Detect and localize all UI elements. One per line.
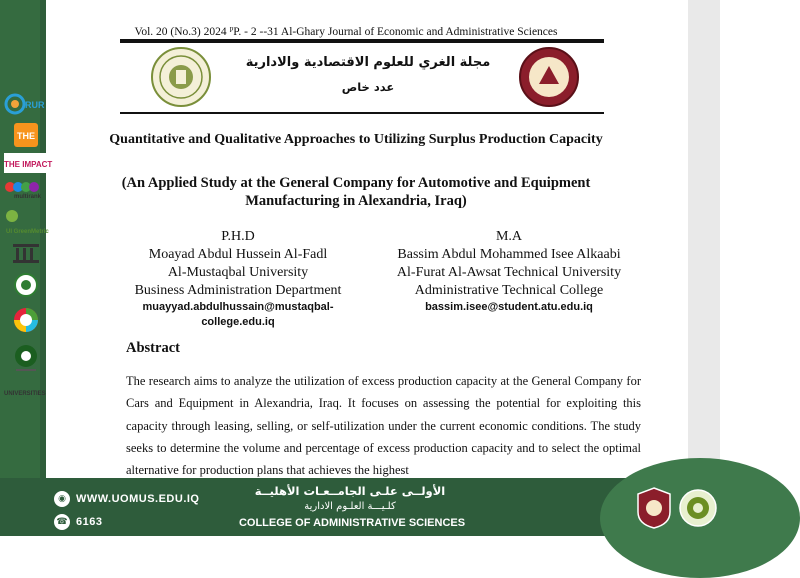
abstract-heading: Abstract <box>126 340 180 356</box>
author-second-affiliation: Al-Furat Al-Awsat Technical University <box>396 265 622 280</box>
multirank-logo <box>4 178 48 200</box>
special-issue-arabic: عدد خاص <box>341 80 395 94</box>
rur-logo <box>4 90 48 118</box>
footer-university-arabic: الأولــى علـى الجامــعـات الأهليــة <box>254 484 446 498</box>
the-impact-logo <box>4 152 53 174</box>
university-seal-left <box>150 46 212 108</box>
the-logo-text: THE <box>17 131 35 141</box>
universities-logo-text: UNIVERSITIES <box>4 391 46 397</box>
globe-icon: ◉ <box>54 491 70 507</box>
column-building-icon <box>4 240 48 266</box>
universities-logo <box>4 380 48 404</box>
author-first-affiliation: Al-Mustaqbal University <box>167 265 309 280</box>
journal-title-arabic: مجلة الغري للعلوم الاقتصادية والادارية <box>245 55 491 70</box>
author-first-email[interactable]: muayyad.abdulhussain@mustaqbal-college.edu.iq <box>142 301 334 328</box>
the-impact-logo-text: THE IMPACT <box>4 160 53 169</box>
sdg-wheel-logo <box>4 306 48 334</box>
abstract-body: The research aims to analyze the utilization of excess production capacity at the General Company for Cars and Equipment in Alexandria, Iraq. It focuses on assessing the potential for exploiting this capacity through leasing, selling, or self-utilization under the current economic conditions. The study seeks to determine the volume and percentage of excess production capacity and to select the optimal alternative for production plans that achieves the highest <box>126 374 641 478</box>
author-first-degree: P.H.D <box>221 229 255 244</box>
running-head: Vol. 20 (No.3) 2024 ᴾP. - 2 --31 Al-Ghary Journal of Economic and Administrative Sciences <box>134 26 558 38</box>
author-second-department: Administrative Technical College <box>414 283 604 298</box>
multirank-logo-text: multirank <box>14 194 42 200</box>
greenmetric-logo <box>4 206 48 236</box>
author-first-name: Moayad Abdul Hussein Al-Fadl <box>148 247 328 262</box>
university-seal-icon <box>678 486 718 530</box>
footer-phone: 6163 <box>76 516 103 528</box>
iraq-council-logo <box>4 342 48 374</box>
iraq-accreditation-logo <box>4 272 48 298</box>
college-seal-icon <box>634 486 674 530</box>
footer-college-english: COLLEGE OF ADMINISTRATIVE SCIENCES <box>238 517 466 529</box>
author-second-email[interactable]: bassim.isee@student.atu.edu.iq <box>425 301 593 313</box>
phone-icon: ☎ <box>54 514 70 530</box>
author-second-degree: M.A <box>495 229 523 244</box>
the-logo <box>4 122 48 148</box>
author-second-name: Bassim Abdul Mohammed Isee Alkaabi <box>397 247 621 262</box>
author-first <box>118 228 358 330</box>
greenmetric-logo-text: UI GreenMetric <box>6 229 49 235</box>
author-second <box>378 228 640 315</box>
ranking-logo-strip <box>0 90 53 410</box>
footer-website[interactable]: WWW.UOMUS.EDU.IQ <box>76 493 200 505</box>
journal-seal-right <box>518 46 580 108</box>
rur-logo-text: RUR <box>25 100 45 110</box>
author-first-department: Business Administration Department <box>134 283 342 298</box>
article-title: Quantitative and Qualitative Approaches to Utilizing Surplus Production Capacity <box>109 132 603 147</box>
college-footer-banner <box>0 478 720 536</box>
article-subtitle: (An Applied Study at the General Company for Automotive and Equipment Manufacturing in Alexandria, Iraq) <box>121 175 591 209</box>
footer-college-arabic: كلـيـــة العلـوم الادارية <box>304 501 396 512</box>
header-rule-thin <box>120 112 604 114</box>
page-shadow <box>688 0 720 478</box>
header-rule-thick <box>120 39 604 43</box>
